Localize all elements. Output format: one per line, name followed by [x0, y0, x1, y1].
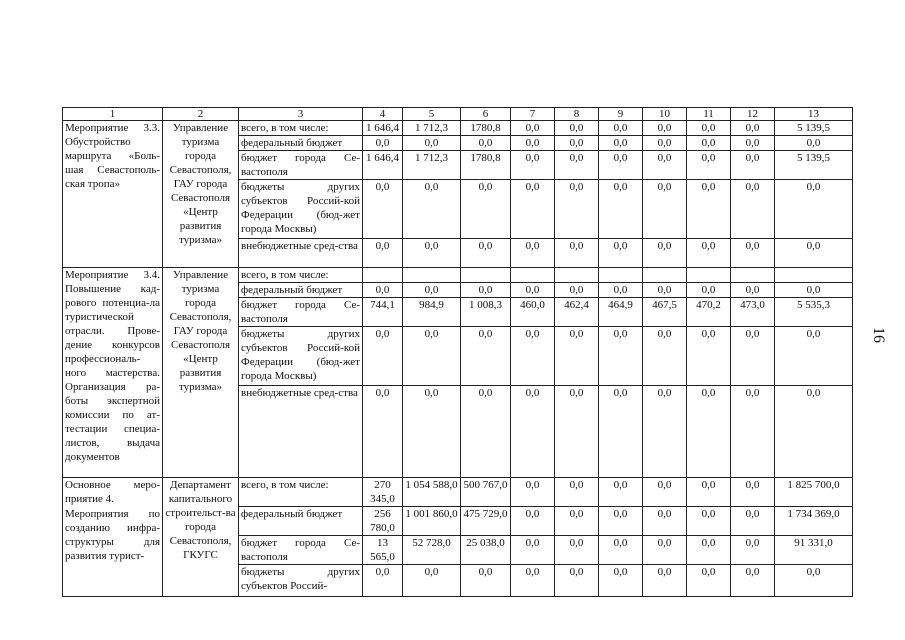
value-cell: 0,0 — [687, 136, 731, 151]
value-cell — [687, 268, 731, 283]
value-cell: 0,0 — [511, 327, 555, 386]
value-cell: 0,0 — [555, 478, 599, 507]
value-cell: 0,0 — [555, 283, 599, 298]
value-cell: 0,0 — [511, 180, 555, 239]
value-cell: 0,0 — [775, 386, 853, 478]
value-cell: 0,0 — [403, 283, 461, 298]
value-cell: 500 767,0 — [461, 478, 511, 507]
value-cell: 0,0 — [461, 136, 511, 151]
value-cell: 0,0 — [731, 386, 775, 478]
value-cell: 0,0 — [363, 136, 403, 151]
value-cell: 0,0 — [461, 565, 511, 597]
value-cell: 0,0 — [461, 239, 511, 268]
value-cell: 0,0 — [555, 327, 599, 386]
value-cell: 0,0 — [643, 565, 687, 597]
value-cell: 473,0 — [731, 298, 775, 327]
header-cell: 1 — [63, 108, 163, 121]
executor-cell: Управление туризма города Севастополя, ГАУ города Севастополя «Центр развития туризма» — [163, 268, 239, 478]
value-cell: 0,0 — [643, 121, 687, 136]
header-cell: 13 — [775, 108, 853, 121]
value-cell: 0,0 — [643, 327, 687, 386]
value-cell: 1 825 700,0 — [775, 478, 853, 507]
value-cell: 0,0 — [731, 180, 775, 239]
value-cell: 0,0 — [731, 565, 775, 597]
funding-source-label: федеральный бюджет — [239, 136, 363, 151]
funding-source-label: всего, в том числе: — [239, 268, 363, 283]
value-cell: 270 345,0 — [363, 478, 403, 507]
value-cell: 0,0 — [599, 536, 643, 565]
header-cell: 10 — [643, 108, 687, 121]
funding-source-label: бюджет города Се-вастополя — [239, 536, 363, 565]
value-cell: 744,1 — [363, 298, 403, 327]
value-cell: 91 331,0 — [775, 536, 853, 565]
value-cell: 0,0 — [775, 565, 853, 597]
value-cell: 0,0 — [599, 239, 643, 268]
value-cell — [363, 268, 403, 283]
page-number: 16 — [870, 327, 887, 343]
value-cell: 0,0 — [555, 239, 599, 268]
value-cell: 0,0 — [599, 151, 643, 180]
funding-source-label: всего, в том числе: — [239, 121, 363, 136]
value-cell: 0,0 — [687, 536, 731, 565]
value-cell: 0,0 — [403, 565, 461, 597]
value-cell: 52 728,0 — [403, 536, 461, 565]
funding-source-label: федеральный бюджет — [239, 507, 363, 536]
value-cell — [643, 268, 687, 283]
budget-table — [62, 107, 853, 597]
value-cell: 470,2 — [687, 298, 731, 327]
value-cell: 0,0 — [687, 507, 731, 536]
value-cell: 0,0 — [511, 136, 555, 151]
value-cell: 0,0 — [599, 386, 643, 478]
value-cell — [461, 268, 511, 283]
value-cell: 1 646,4 — [363, 121, 403, 136]
value-cell: 0,0 — [643, 536, 687, 565]
value-cell: 5 139,5 — [775, 121, 853, 136]
value-cell: 0,0 — [403, 386, 461, 478]
value-cell: 0,0 — [511, 478, 555, 507]
value-cell: 0,0 — [775, 327, 853, 386]
value-cell: 0,0 — [555, 136, 599, 151]
measure-title: Мероприятие 3.4. Повышение кад-рового потенциа-ла туристической отрасли. Прове-дение конкурсов профессиональ-ного мастерства. Организация ра-боты экспертной комиссии по ат-тестации специа-листов, выдача документов — [63, 268, 163, 478]
value-cell: 0,0 — [599, 507, 643, 536]
value-cell: 13 565,0 — [363, 536, 403, 565]
value-cell: 0,0 — [511, 507, 555, 536]
header-cell: 12 — [731, 108, 775, 121]
value-cell: 0,0 — [511, 386, 555, 478]
value-cell — [599, 268, 643, 283]
value-cell: 1 712,3 — [403, 121, 461, 136]
value-cell: 0,0 — [643, 283, 687, 298]
value-cell: 1 054 588,0 — [403, 478, 461, 507]
measure-title: Мероприятие 3.3. Обустройство маршрута «Боль-шая Севастополь-ская тропа» — [63, 121, 163, 268]
value-cell: 0,0 — [687, 327, 731, 386]
value-cell: 0,0 — [731, 478, 775, 507]
value-cell: 0,0 — [643, 136, 687, 151]
value-cell: 1 646,4 — [363, 151, 403, 180]
header-cell: 7 — [511, 108, 555, 121]
value-cell: 0,0 — [599, 121, 643, 136]
value-cell: 0,0 — [363, 283, 403, 298]
value-cell: 0,0 — [687, 565, 731, 597]
value-cell: 0,0 — [731, 136, 775, 151]
value-cell: 0,0 — [687, 121, 731, 136]
header-row — [63, 108, 853, 121]
funding-source-label: бюджеты других субъектов Россий-кой Федерации (бюд-жет города Москвы) — [239, 180, 363, 239]
value-cell: 0,0 — [599, 565, 643, 597]
measure-title: Мероприятия по созданию инфра-структуры для развития турист- — [63, 507, 163, 597]
header-cell: 2 — [163, 108, 239, 121]
header-cell: 3 — [239, 108, 363, 121]
value-cell: 0,0 — [555, 151, 599, 180]
table-row — [63, 268, 853, 283]
measure-title: Основное меро-приятие 4. — [63, 478, 163, 507]
value-cell: 0,0 — [731, 327, 775, 386]
value-cell — [403, 268, 461, 283]
value-cell: 460,0 — [511, 298, 555, 327]
value-cell: 0,0 — [643, 507, 687, 536]
value-cell: 0,0 — [555, 121, 599, 136]
funding-source-label: всего, в том числе: — [239, 478, 363, 507]
value-cell: 0,0 — [363, 565, 403, 597]
value-cell: 0,0 — [555, 565, 599, 597]
value-cell: 462,4 — [555, 298, 599, 327]
value-cell: 0,0 — [511, 239, 555, 268]
funding-source-label: внебюджетные сред-ства — [239, 386, 363, 478]
value-cell: 0,0 — [643, 239, 687, 268]
executor-cell: Управление туризма города Севастополя, ГАУ города Севастополя «Центр развития туризма» — [163, 121, 239, 268]
value-cell: 5 139,5 — [775, 151, 853, 180]
value-cell: 0,0 — [599, 327, 643, 386]
header-cell: 5 — [403, 108, 461, 121]
header-cell: 6 — [461, 108, 511, 121]
value-cell: 0,0 — [511, 565, 555, 597]
table-row — [63, 121, 853, 136]
value-cell: 0,0 — [511, 536, 555, 565]
value-cell: 984,9 — [403, 298, 461, 327]
value-cell: 0,0 — [731, 121, 775, 136]
value-cell: 464,9 — [599, 298, 643, 327]
value-cell: 0,0 — [403, 180, 461, 239]
value-cell: 0,0 — [599, 180, 643, 239]
value-cell — [511, 268, 555, 283]
value-cell: 0,0 — [461, 327, 511, 386]
value-cell: 0,0 — [403, 327, 461, 386]
value-cell: 0,0 — [599, 136, 643, 151]
value-cell: 1 008,3 — [461, 298, 511, 327]
header-cell: 8 — [555, 108, 599, 121]
value-cell: 0,0 — [643, 478, 687, 507]
value-cell: 0,0 — [555, 386, 599, 478]
value-cell: 1 001 860,0 — [403, 507, 461, 536]
value-cell: 0,0 — [403, 136, 461, 151]
value-cell: 0,0 — [775, 239, 853, 268]
funding-source-label: бюджеты других субъектов Россий- — [239, 565, 363, 597]
value-cell: 0,0 — [687, 239, 731, 268]
value-cell: 25 038,0 — [461, 536, 511, 565]
value-cell — [775, 268, 853, 283]
value-cell: 0,0 — [363, 386, 403, 478]
value-cell — [731, 268, 775, 283]
value-cell: 0,0 — [687, 478, 731, 507]
value-cell: 0,0 — [643, 386, 687, 478]
table-row — [63, 478, 853, 507]
value-cell: 0,0 — [363, 327, 403, 386]
value-cell: 0,0 — [731, 283, 775, 298]
value-cell: 1 734 369,0 — [775, 507, 853, 536]
value-cell: 0,0 — [731, 151, 775, 180]
value-cell: 256 780,0 — [363, 507, 403, 536]
value-cell: 0,0 — [363, 180, 403, 239]
value-cell: 0,0 — [775, 283, 853, 298]
header-cell: 11 — [687, 108, 731, 121]
value-cell: 0,0 — [511, 121, 555, 136]
value-cell: 5 535,3 — [775, 298, 853, 327]
value-cell: 1780,8 — [461, 121, 511, 136]
value-cell: 0,0 — [687, 151, 731, 180]
value-cell: 475 729,0 — [461, 507, 511, 536]
value-cell: 0,0 — [599, 478, 643, 507]
funding-source-label: бюджет города Се-вастополя — [239, 151, 363, 180]
executor-cell: Департамент капитального строительст-ва города Севастополя, ГКУГС — [163, 478, 239, 597]
header-cell: 9 — [599, 108, 643, 121]
value-cell: 0,0 — [731, 507, 775, 536]
header-cell: 4 — [363, 108, 403, 121]
value-cell: 0,0 — [511, 151, 555, 180]
value-cell: 0,0 — [461, 386, 511, 478]
value-cell — [555, 268, 599, 283]
funding-source-label: федеральный бюджет — [239, 283, 363, 298]
value-cell: 467,5 — [643, 298, 687, 327]
value-cell: 0,0 — [775, 136, 853, 151]
value-cell: 0,0 — [461, 180, 511, 239]
value-cell: 0,0 — [555, 536, 599, 565]
value-cell: 0,0 — [687, 386, 731, 478]
funding-source-label: бюджеты других субъектов Россий-кой Федерации (бюд-жет города Москвы) — [239, 327, 363, 386]
table-body — [63, 108, 853, 597]
value-cell: 0,0 — [687, 283, 731, 298]
value-cell: 0,0 — [461, 283, 511, 298]
value-cell: 0,0 — [731, 536, 775, 565]
value-cell: 0,0 — [643, 180, 687, 239]
value-cell: 0,0 — [555, 180, 599, 239]
value-cell: 0,0 — [643, 151, 687, 180]
value-cell: 1780,8 — [461, 151, 511, 180]
value-cell: 0,0 — [687, 180, 731, 239]
value-cell: 0,0 — [511, 283, 555, 298]
funding-source-label: бюджет города Се-вастополя — [239, 298, 363, 327]
value-cell: 1 712,3 — [403, 151, 461, 180]
value-cell: 0,0 — [599, 283, 643, 298]
value-cell: 0,0 — [775, 180, 853, 239]
value-cell: 0,0 — [403, 239, 461, 268]
funding-source-label: внебюджетные сред-ства — [239, 239, 363, 268]
value-cell: 0,0 — [363, 239, 403, 268]
value-cell: 0,0 — [731, 239, 775, 268]
value-cell: 0,0 — [555, 507, 599, 536]
